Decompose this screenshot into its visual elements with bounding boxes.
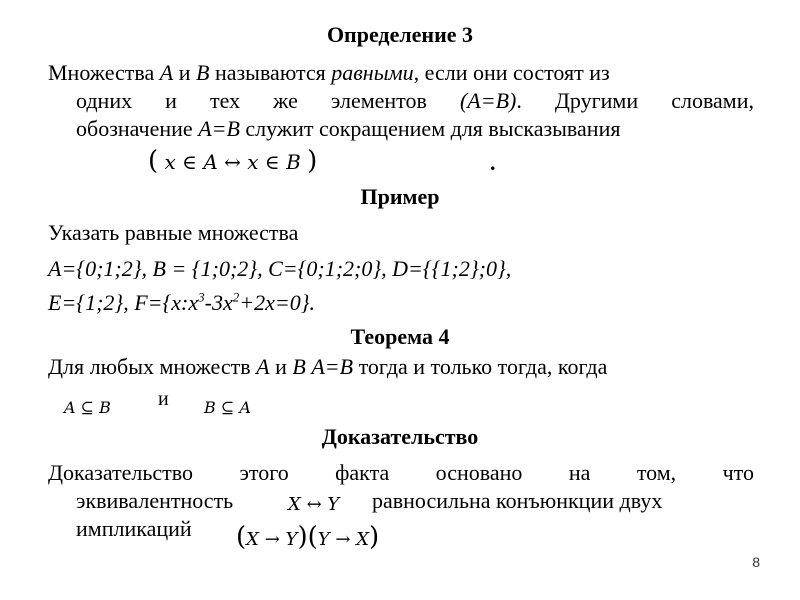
definition-line-1 (48, 60, 610, 86)
set-b: B (286, 150, 301, 174)
var-x: X (356, 529, 370, 550)
biconditional-arrow: ↔ (306, 494, 322, 515)
var-x: X (288, 494, 301, 515)
var-y: Y (317, 529, 330, 550)
paren-close: ) (369, 522, 380, 552)
proof-line-2-start: эквивалентность (76, 488, 234, 513)
equivalence-expr (288, 494, 339, 515)
var-x: x (247, 150, 259, 174)
text: обозначение (76, 116, 199, 141)
text: E={1;2}, F={x:x (48, 290, 199, 315)
equality-expr: (A=B) (459, 88, 517, 113)
equality-expr: A=B (198, 116, 240, 141)
text: Множества (48, 60, 160, 85)
var-x: x (164, 150, 176, 174)
set-b: B (99, 398, 111, 417)
text: тогда и только тогда, когда (353, 354, 608, 379)
set-b: B (292, 354, 306, 379)
element-of-symbol: ∈ (182, 150, 197, 174)
proof-title: Доказательство (321, 424, 479, 449)
set-a: A (239, 398, 251, 417)
paren-close: ) (307, 146, 318, 176)
set-b: B (204, 398, 216, 417)
text: называются (209, 60, 332, 85)
proof-line-1: Доказательство этого факта основано на том, что (48, 460, 754, 485)
theorem-statement (48, 354, 607, 380)
exponent: 2 (232, 289, 240, 305)
equal-term: равными (331, 60, 414, 85)
subset-symbol: ⊆ (220, 398, 235, 417)
set-a: A (64, 398, 76, 417)
text: +2x=0}. (239, 290, 316, 315)
text: и (173, 60, 196, 85)
equality-expr: A=B (311, 354, 354, 379)
page-number: 8 (752, 554, 760, 570)
definition-line-3 (76, 116, 620, 142)
implications-expr (236, 522, 379, 552)
proof-line-3: импликаций (76, 516, 192, 541)
definition-title: Определение 3 (326, 22, 474, 47)
text: . Другими словами, (516, 88, 754, 113)
set-a: A (256, 354, 270, 379)
text: и (269, 354, 293, 379)
formula-period: . (490, 150, 496, 175)
var-y: Y (285, 529, 298, 550)
example-task: Указать равные множества (48, 220, 299, 245)
element-of-symbol: ∈ (264, 150, 280, 174)
definition-line-2 (76, 88, 754, 114)
paren-close: ) (297, 522, 308, 552)
proof-line-2-end: равносильна конъюнкции двух (372, 488, 663, 513)
subset-condition-1 (64, 398, 111, 417)
text: , если они состоят из (413, 60, 610, 85)
biconditional-arrow: ↔ (224, 150, 241, 174)
paren-open: ( (236, 522, 247, 552)
exponent: 3 (198, 289, 205, 305)
paren-open: ( (307, 522, 318, 552)
membership-formula (148, 146, 317, 176)
text: одних и тех же элементов (76, 88, 460, 113)
conjunction-word: и (158, 388, 169, 410)
subset-symbol: ⊆ (80, 398, 95, 417)
var-x: X (246, 529, 259, 550)
subset-condition-2 (204, 398, 251, 417)
implication-arrow: → (335, 529, 351, 550)
var-y: Y (327, 494, 340, 515)
theorem-title: Теорема 4 (350, 324, 450, 349)
text: служит сокращением для высказывания (239, 116, 621, 141)
example-sets-line-2 (48, 290, 315, 316)
implication-arrow: → (264, 529, 280, 550)
example-sets-line-1: A={0;1;2}, B = {1;0;2}, C={0;1;2;0}, D={{1;2};0}, (48, 256, 512, 281)
set-a: A (159, 60, 174, 85)
text: Для любых множеств (48, 354, 257, 379)
set-a: A (203, 150, 218, 174)
example-title: Пример (360, 184, 440, 209)
paren-open: ( (148, 146, 159, 176)
text: -3x (204, 290, 233, 315)
set-b: B (196, 60, 210, 85)
